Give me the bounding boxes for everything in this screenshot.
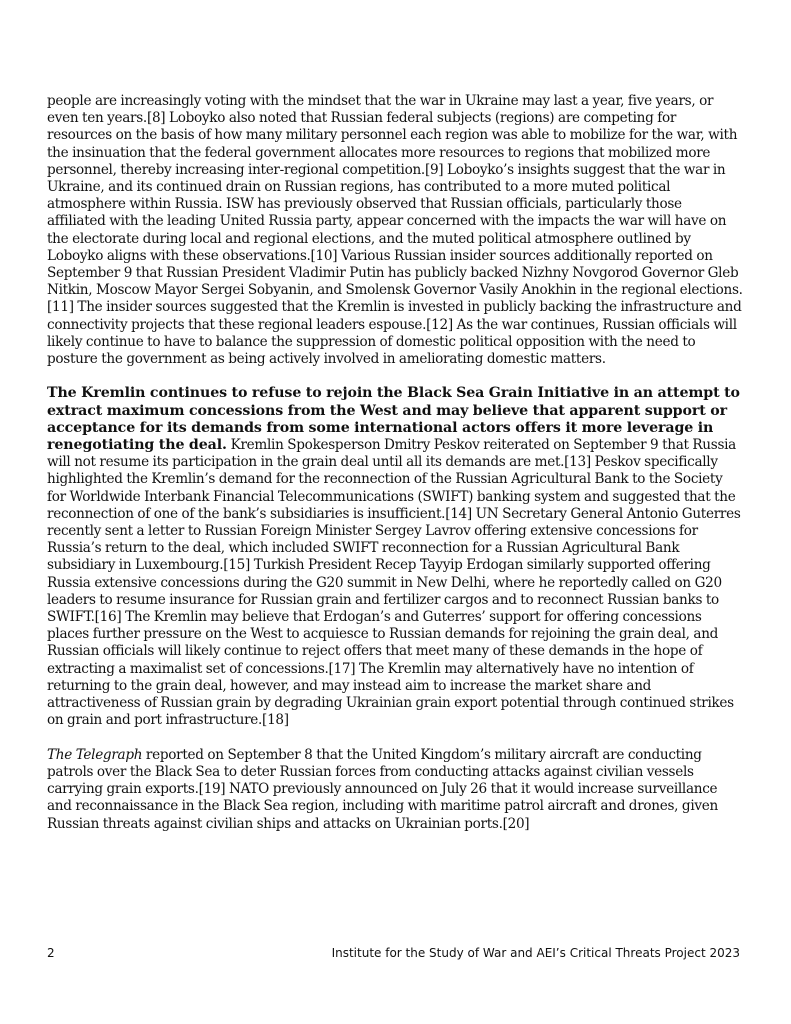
paragraph-regional-elections	[47, 93, 744, 368]
paragraph-text: people are increasingly voting with the mindset that the war in Ukraine may last a year, five years, or even ten years.[8] Loboyko also noted that Russian federal subjects (regions) are competing for resources on the basis of how many military personnel each region was able to mobilize for the war, with the insinuation that the federal government allocates more resources to regions that mobilized more personnel, thereby increasing inter-regional competition.[9] Loboyko’s insights suggest that the war in Ukraine, and its continued drain on Russian regions, has contributed to a more muted political atmosphere within Russia. ISW has previously observed that Russian officials, particularly those affiliated with the leading United Russia party, appear concerned with the impacts the war will have on the electorate during local and regional elections, and the muted political atmosphere outlined by Loboyko aligns with these observations.[10] Various Russian insider sources additionally reported on September 9 that Russian President Vladimir Putin has publicly backed Nizhny Novgorod Governor Gleb Nitkin, Moscow Mayor Sergei Sobyanin, and Smolensk Governor Vasily Anokhin in the regional elections.[11] The insider sources suggested that the Kremlin is invested in publicly backing the infrastructure and connectivity projects that these regional leaders espouse.[12] As the war continues, Russian officials will likely continue to have to balance the suppression of domestic political opposition with the need to posture the government as being actively involved in ameliorating domestic matters.	[47, 93, 743, 368]
paragraph-grain-initiative	[47, 385, 744, 729]
document-body	[47, 93, 744, 833]
page-number: 2	[47, 946, 55, 960]
paragraph-lead-sentence: The Kremlin continues to refuse to rejoin the Black Sea Grain Initiative in an attempt to extract maximum concessions from the West and may believe that apparent support or acceptance for its demands from some international actors offers it more leverage in renegotiating the deal.	[47, 385, 740, 454]
paragraph-text: Kremlin Spokesperson Dmitry Peskov reiterated on September 9 that Russia will not resume its participation in the grain deal until all its demands are met.[13] Peskov specifically highlighted the Kremlin’s demand for the reconnection of the Russian Agricultural Bank to the Society for Worldwide Interbank Financial Telecommunications (SWIFT) banking system and suggested that the reconnection of one of the bank’s subsidiaries is insufficient.[14] UN Secretary General Antonio Guterres recently sent a letter to Russian Foreign Minister Sergey Lavrov offering extensive concessions for Russia’s return to the deal, which included SWIFT reconnection for a Russian Agricultural Bank subsidiary in Luxembourg.[15] Turkish President Recep Tayyip Erdogan similarly supported offering Russia extensive concessions during the G20 summit in New Delhi, where he reportedly called on G20 leaders to resume insurance for Russian grain and fertilizer cargos and to reconnect Russian banks to SWIFT.[16] The Kremlin may believe that Erdogan’s and Guterres’ support for offering concessions places further pressure on the West to acquiesce to Russian demands for rejoining the grain deal, and Russian officials will likely continue to reject offers that meet many of these demands in the hope of extracting a maximalist set of concessions.[17] The Kremlin may alternatively have no intention of returning to the grain deal, however, and may instead aim to increase the market share and attractiveness of Russian grain by degrading Ukrainian grain export potential through continued strikes on grain and port infrastructure.[18]	[47, 437, 741, 729]
publication-title: The Telegraph	[47, 746, 143, 763]
paragraph-black-sea-patrols	[47, 747, 744, 833]
footer-credit: Institute for the Study of War and AEI’s Critical Threats Project 2023	[331, 946, 740, 960]
paragraph-text: reported on September 8 that the United Kingdom’s military aircraft are conducting patrols over the Black Sea to deter Russian forces from conducting attacks against civilian vessels carrying grain exports.[19] NATO previously announced on July 26 that it would increase surveillance and reconnaissance in the Black Sea region, including with maritime patrol aircraft and drones, given Russian threats against civilian ships and attacks on Ukrainian ports.[20]	[47, 746, 718, 832]
